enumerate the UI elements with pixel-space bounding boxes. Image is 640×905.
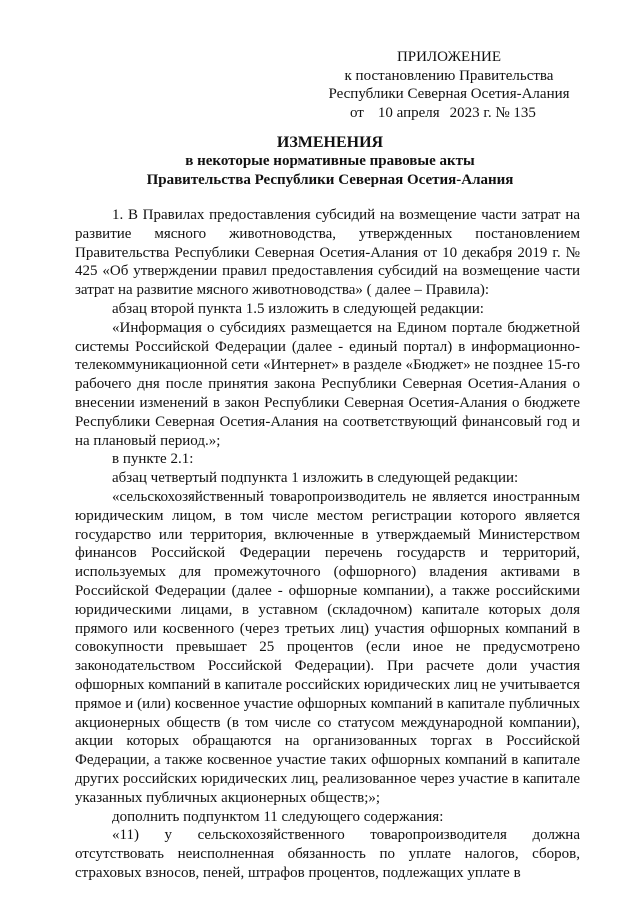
appendix-title: ПРИЛОЖЕНИЕ: [396, 49, 502, 65]
heading-subtitle-2: Правительства Республики Северная Осетия-Алания: [146, 172, 514, 188]
appendix-date-line: [318, 104, 580, 123]
paragraph-8: «11) у сельскохозяйственного товаропроизводителя должна отсутствовать неисполненная обязанность по уплате налогов, сборов, страховых взносов, пеней, штрафов процентов, подлежащих уплате в: [75, 827, 580, 881]
appendix-line-decree: к постановлению Правительства: [344, 67, 554, 84]
paragraph-7: дополнить подпунктом 11 следующего содержания:: [112, 808, 444, 825]
date-prefix: от: [350, 104, 364, 121]
paragraph-3: «Информация о субсидиях размещается на Едином портале бюджетной системы Российской Федерации (далее - единый портал) в информационно-телекоммуникационной сети «Интернет» в разделе «Бюджет» не позднее 15-го рабочего дня после принятия закона Республики Северная Осетия-Алания о внесении изменений в закон Республики Северная Осетия-Алания о бюджете Республики Северная Осетия-Алания на соответствующий финансовый год и на плановый период.»;: [75, 319, 580, 449]
decree-number: № 135: [495, 104, 536, 121]
heading-subtitle-1: в некоторые нормативные правовые акты: [185, 153, 475, 169]
appendix-line-republic: Республики Северная Осетия-Алания: [328, 86, 570, 102]
paragraph-4: в пункте 2.1:: [112, 451, 194, 468]
paragraph-2: абзац второй пункта 1.5 изложить в следующей редакции:: [112, 300, 484, 317]
date-day: 10 апреля: [377, 104, 440, 121]
paragraph-6: «сельскохозяйственный товаропроизводитель не является иностранным юридическим лицом, в том числе местом регистрации которого является государство или территория, включенные в утверждаемый Министерством финансов Российской Федерации перечень государств и территорий, используемых для промежуточного (офшорного) владения активами в Российской Федерации (далее - офшорные компании), а также российскими юридическими лицами, в уставном (складочном) капитале которых доля прямого или косвенного (через третьих лиц) участия офшорных компаний в совокупности превышает 25 процентов (если иное не предусмотрено законодательством Российской Федерации). При расчете доли участия офшорных компаний в капитале российских юридических лиц не учитывается прямое и (или) косвенное участие офшорных компаний в капитале публичных акционерных обществ (в том числе со статусом международной компании), акции которых обращаются на организованных торгах в Российской Федерации, а также косвенное участие таких офшорных компаний в капитале других российских юридических лиц, реализованное через участие в капитале указанных публичных акционерных обществ;»;: [75, 488, 580, 806]
paragraph-1: 1. В Правилах предоставления субсидий на возмещение части затрат на развитие мясного животноводства, утвержденных постановлением Правительства Республики Северная Осетия-Алания от 10 декабря 2019 г. № 425 «Об утверждении правил предоставления субсидий на возмещение части затрат на развитие мясного животноводства» ( далее – Правила):: [75, 207, 580, 299]
heading-title: ИЗМЕНЕНИЯ: [276, 134, 384, 151]
paragraph-5: абзац четвертый подпункта 1 изложить в следующей редакции:: [112, 470, 519, 487]
date-year: 2023 г.: [449, 104, 492, 121]
appendix-header: [318, 48, 580, 122]
document-body: [75, 206, 580, 883]
document-heading: [60, 133, 600, 190]
